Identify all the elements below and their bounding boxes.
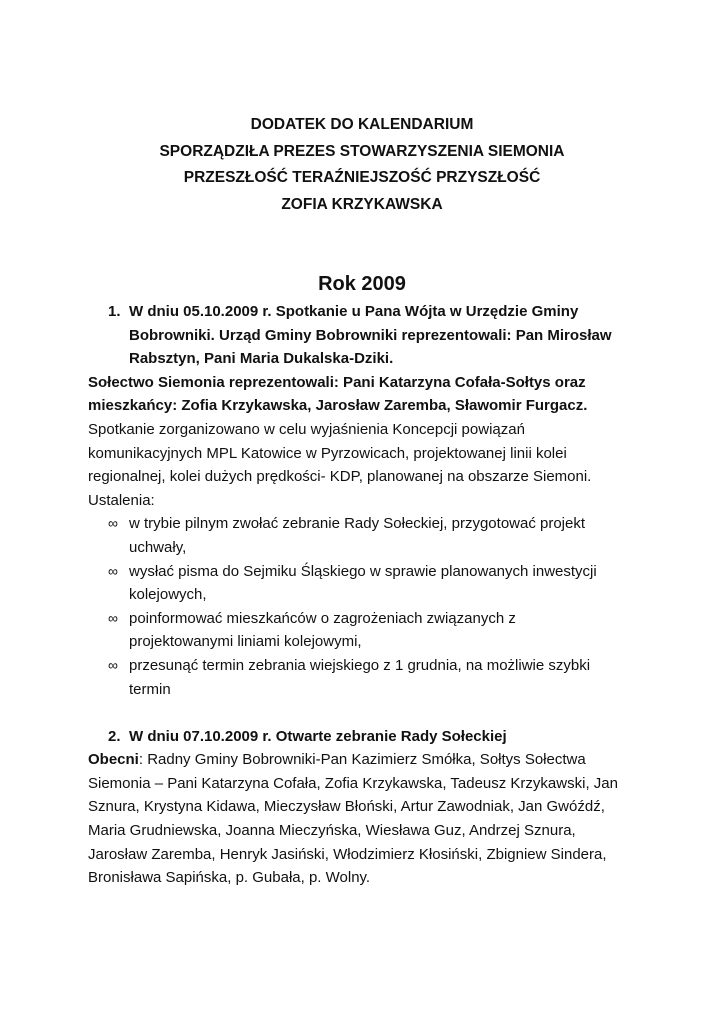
numbered-item-1	[88, 300, 648, 371]
document-body	[88, 300, 648, 890]
present-line: Siemonia – Pani Katarzyna Cofała, Zofia Krzykawska, Tadeusz Krzykawski, Jan	[88, 774, 618, 792]
present-line: Bronisława Sapińska, p. Gubała, p. Wolny.	[88, 869, 371, 887]
item-number: 1.	[108, 303, 121, 320]
item-text-line: W dniu 05.10.2009 r. Spotkanie u Pana Wójta w Urzędzie Gminy	[129, 303, 579, 320]
present-label: Obecni	[88, 751, 139, 769]
document-header	[0, 112, 724, 218]
infinity-bullet-icon: ∞	[108, 562, 118, 579]
header-author-line: SPORZĄDZIŁA PREZES STOWARZYSZENIA SIEMONIA	[159, 142, 565, 160]
item-text-line: Bobrowniki. Urząd Gminy Bobrowniki reprezentowali: Pan Mirosław	[129, 326, 612, 344]
finding-item	[88, 512, 648, 559]
finding-text: uchwały,	[129, 538, 187, 556]
year-heading: Rok 2009	[318, 273, 406, 295]
finding-text: termin	[129, 680, 171, 698]
findings-label: Ustalenia:	[88, 491, 155, 509]
infinity-bullet-icon: ∞	[108, 515, 118, 532]
meeting-paragraph-line: Spotkanie zorganizowano w celu wyjaśnienia Koncepcji powiązań	[88, 420, 525, 438]
solectwo-paragraph-line: Sołectwo Siemonia reprezentowali: Pani Katarzyna Cofała-Sołtys oraz	[88, 373, 586, 391]
finding-text: kolejowych,	[129, 586, 207, 604]
present-line: Maria Grudniewska, Joanna Mieczyńska, Wiesława Guz, Andrzej Sznura,	[88, 822, 576, 840]
present-text: : Radny Gminy Bobrowniki-Pan Kazimierz Smółka, Sołtys Sołectwa	[138, 751, 586, 769]
present-line: Jarosław Zaremba, Henryk Jasiński, Włodzimierz Kłosiński, Zbigniew Sindera,	[88, 845, 607, 863]
meeting-paragraph-line: regionalnej, kolei dużych prędkości- KDP, planowanej na obszarze Siemoni.	[88, 468, 592, 486]
item-number: 2.	[108, 727, 121, 745]
finding-text: w trybie pilnym zwołać zebranie Rady Sołeckiej, przygotować projekt	[129, 515, 586, 533]
solectwo-paragraph-line: mieszkańcy: Zofia Krzykawska, Jarosław Zaremba, Sławomir Furgacz.	[88, 397, 588, 415]
finding-text: przesunąć termin zebrania wiejskiego z 1 grudnia, na możliwie szybki	[129, 656, 591, 674]
numbered-item-2	[88, 725, 648, 749]
header-title: DODATEK DO KALENDARIUM	[250, 116, 474, 133]
item-title: W dniu 07.10.2009 r. Otwarte zebranie Rady Sołeckiej	[129, 727, 507, 745]
finding-item	[88, 560, 648, 607]
infinity-bullet-icon: ∞	[108, 656, 118, 673]
header-motto: PRZESZŁOŚĆ TERAŹNIEJSZOŚĆ PRZYSZŁOŚĆ	[183, 169, 541, 186]
finding-text: wysłać pisma do Sejmiku Śląskiego w sprawie planowanych inwestycji	[129, 562, 597, 580]
spacer	[88, 701, 648, 725]
finding-text: poinformować mieszkańców o zagrożeniach związanych z	[129, 609, 516, 627]
finding-text: projektowanymi liniami kolejowymi,	[129, 633, 362, 651]
meeting-paragraph-line: komunikacyjnych MPL Katowice w Pyrzowicach, projektowanej linii kolei	[88, 444, 567, 462]
present-line	[88, 748, 648, 772]
item-text-line: Rabsztyn, Pani Maria Dukalska-Dziki.	[129, 350, 394, 368]
finding-item	[88, 654, 648, 701]
header-author-name: ZOFIA KRZYKAWSKA	[281, 195, 443, 213]
present-line: Sznura, Krystyna Kidawa, Mieczysław Błoński, Artur Zawodniak, Jan Gwóźdź,	[88, 798, 605, 816]
finding-item	[88, 607, 648, 654]
infinity-bullet-icon: ∞	[108, 609, 118, 626]
